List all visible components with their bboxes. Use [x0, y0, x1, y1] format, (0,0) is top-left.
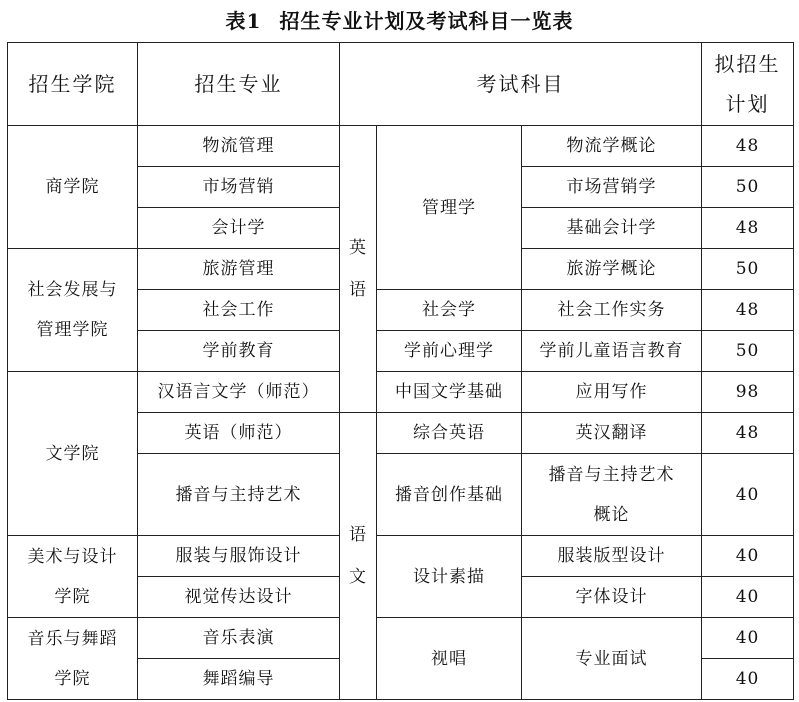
enrollment-plan-table [7, 42, 794, 700]
college-business: 商学院 [8, 126, 138, 249]
table-row [8, 536, 794, 577]
subject2-cell: 字体设计 [522, 577, 702, 618]
subject1-cell: 播音创作基础 [377, 454, 522, 536]
chinese-subject: 语文 [340, 413, 377, 700]
subject1-cell: 社会学 [377, 290, 522, 331]
major-cell: 汉语言文学（师范） [138, 372, 340, 413]
quota-cell: 48 [702, 413, 794, 454]
header-subjects: 考试科目 [340, 43, 702, 126]
quota-cell: 48 [702, 208, 794, 249]
subject1-cell: 中国文学基础 [377, 372, 522, 413]
header-quota: 拟招生计划 [702, 43, 794, 126]
major-cell: 市场营销 [138, 167, 340, 208]
table-row [8, 618, 794, 659]
header-college: 招生学院 [8, 43, 138, 126]
header-major: 招生专业 [138, 43, 340, 126]
college-liberal: 文学院 [8, 372, 138, 536]
subject1-cell: 学前心理学 [377, 331, 522, 372]
quota-cell: 50 [702, 249, 794, 290]
college-music: 音乐与舞蹈学院 [8, 618, 138, 700]
quota-cell: 40 [702, 454, 794, 536]
subject2-cell: 物流学概论 [522, 126, 702, 167]
subject2-cell: 学前儿童语言教育 [522, 331, 702, 372]
quota-cell: 40 [702, 659, 794, 700]
quota-cell: 48 [702, 126, 794, 167]
table-header-row [8, 43, 794, 126]
subject1-cell: 综合英语 [377, 413, 522, 454]
quota-cell: 40 [702, 577, 794, 618]
major-cell: 社会工作 [138, 290, 340, 331]
table-number: 表1 [225, 9, 262, 33]
subject2-cell: 基础会计学 [522, 208, 702, 249]
major-cell: 视觉传达设计 [138, 577, 340, 618]
major-cell: 播音与主持艺术 [138, 454, 340, 536]
major-cell: 学前教育 [138, 331, 340, 372]
college-arts: 美术与设计学院 [8, 536, 138, 618]
subject2-cell: 应用写作 [522, 372, 702, 413]
foreign-language-subject: 英语 [340, 126, 377, 413]
quota-cell: 50 [702, 331, 794, 372]
major-cell: 英语（师范） [138, 413, 340, 454]
table-caption [0, 4, 799, 38]
major-cell: 物流管理 [138, 126, 340, 167]
quota-cell: 40 [702, 618, 794, 659]
major-cell: 服装与服饰设计 [138, 536, 340, 577]
major-cell: 旅游管理 [138, 249, 340, 290]
subject2-cell: 专业面试 [522, 618, 702, 700]
subject1-cell: 管理学 [377, 126, 522, 290]
quota-cell: 98 [702, 372, 794, 413]
subject1-cell: 视唱 [377, 618, 522, 700]
table-row [8, 372, 794, 413]
quota-cell: 48 [702, 290, 794, 331]
subject2-cell: 播音与主持艺术概论 [522, 454, 702, 536]
quota-cell: 40 [702, 536, 794, 577]
quota-cell: 50 [702, 167, 794, 208]
table-row [8, 126, 794, 167]
subject2-cell: 市场营销学 [522, 167, 702, 208]
major-cell: 音乐表演 [138, 618, 340, 659]
table-title: 招生专业计划及考试科目一览表 [279, 9, 574, 33]
major-cell: 舞蹈编导 [138, 659, 340, 700]
subject2-cell: 英汉翻译 [522, 413, 702, 454]
subject2-cell: 社会工作实务 [522, 290, 702, 331]
subject2-cell: 服装版型设计 [522, 536, 702, 577]
college-social: 社会发展与管理学院 [8, 249, 138, 372]
subject1-cell: 设计素描 [377, 536, 522, 618]
subject2-cell: 旅游学概论 [522, 249, 702, 290]
major-cell: 会计学 [138, 208, 340, 249]
